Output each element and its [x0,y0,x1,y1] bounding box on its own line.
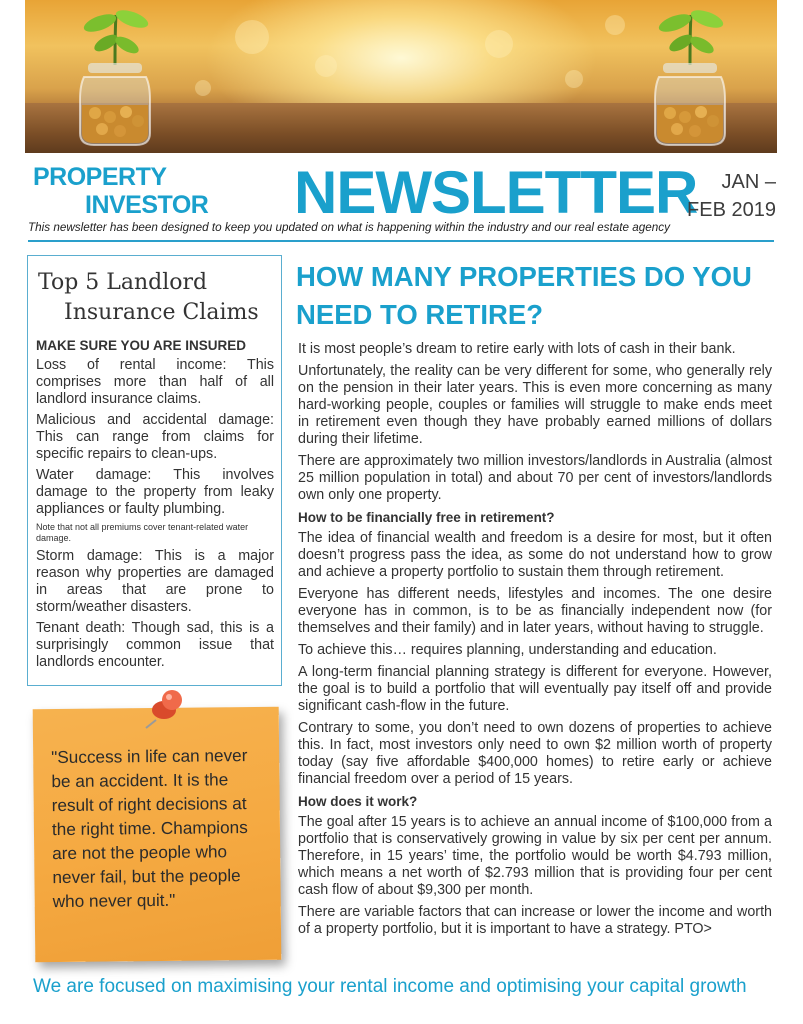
article-paragraph: To achieve this… requires planning, understanding and education. [298,642,717,658]
article-paragraph: There are variable factors that can increase or lower the income and worth of a property portfolio, but it is important to have a strategy. PTO> [298,904,772,937]
claim-item: Loss of rental income: This comprises more than half of all landlord insurance claims. [36,357,274,407]
push-pin-icon [142,688,186,735]
header-banner-image [25,0,777,153]
coin-jar-plant-icon [645,5,735,150]
headline-line-1: HOW MANY PROPERTIES DO YOU [296,261,752,292]
quote-line: are not the people who [52,841,228,864]
sidebar-title-line-1: Top 5 Landlord [38,270,208,295]
sidebar-title [38,268,274,328]
headline-line-2: NEED TO RETIRE? [296,299,544,330]
tagline: This newsletter has been designed to keep you updated on what is happening within the industry and our real estate agency [28,221,670,234]
article-paragraph: The goal after 15 years is to achieve an annual income of $100,000 from a portfolio that is conservatively growing in value by six per cent per annum. Therefore, in 15 years’ time, the portfolio would be worth $4.793 million, which means a net worth of $2.793 million that is providing four per cent cash flow of about $9,300 per month. [298,814,772,898]
article-subheading: How does it work? [298,794,418,809]
brand-line-1: PROPERTY [33,163,167,191]
article-paragraph: There are approximately two million investors/landlords in Australia (almost 25 million population in total) and about 70 per cent of investors/landlords own only one property. [298,453,772,503]
article-paragraph: Everyone has different needs, lifestyles and incomes. The one desire everyone has in common, is to be as financially independent now (for themselves and their family) and in later years, without having to struggle. [298,586,772,636]
quote-sticky-note [33,707,282,963]
article-paragraph: Contrary to some, you don’t need to own dozens of properties to achieve this. In fact, most investors only need to own $2 million worth of property today (say five affordable $400,000 homes) to retire early or achieve financial freedom over a period of 15 years. [298,720,772,787]
footer-slogan: We are focused on maximising your rental income and optimising your capital growth [33,976,747,997]
quote-line: "Success in life can never [51,745,248,768]
quote-line: result of right decisions at [51,793,247,816]
article-paragraph: The idea of financial wealth and freedom is a desire for most, but it often doesn’t progress pass the idea, as some do not understand how to grow and achieve a property portfolio to sustain them through retirement. [298,530,772,580]
claim-item: Storm damage: This is a major reason why properties are damaged in areas that are prone to storm/weather disasters. [36,548,274,615]
claim-item: Water damage: This involves damage to the property from leaky appliances or faulty plumbing. [36,467,274,517]
sidebar-insurance-box [27,255,282,686]
claim-note: Note that not all premiums cover tenant-related water damage. [36,522,249,543]
claim-item: Malicious and accidental damage: This can range from claims for specific repairs to clean-ups. [36,412,274,462]
sidebar-subtitle: MAKE SURE YOU ARE INSURED [36,338,247,353]
quote-line: who never quit." [52,889,176,912]
issue-date [676,168,776,224]
quote-line: never fail, but the people [52,865,241,888]
article-subheading: How to be financially free in retirement? [298,510,555,525]
quote-text [51,743,273,913]
brand-line-2: INVESTOR [85,191,209,219]
quote-line: the right time. Champions [51,817,248,840]
article-paragraph: It is most people’s dream to retire early with lots of cash in their bank. [298,341,736,357]
article-paragraph: A long-term financial planning strategy is different for everyone. However, the goal is to build a portfolio that will eventually pay itself off and provide significant cash-flow in the future. [298,664,772,714]
claim-item: Tenant death: Though sad, this is a surprisingly common issue that landlords encounter. [36,620,274,670]
brand-logo [33,163,208,219]
coin-jar-plant-icon [70,5,160,150]
article-headline [296,258,776,334]
issue-date-line-2: FEB 2019 [687,199,776,221]
header-divider [28,240,774,242]
newsletter-title: NEWSLETTER [294,159,698,226]
article-body [298,341,772,943]
issue-date-line-1: JAN – [721,171,776,193]
quote-line: be an accident. It is the [51,769,229,792]
sidebar-title-line-2: Insurance Claims [64,300,259,325]
article-paragraph: Unfortunately, the reality can be very different for some, who generally rely on the pension in their later years. This is even more concerning as many hard-working people, couples or families will struggle to make ends meet in retirement even though they have probably earned millions of dollars during their lifetime. [298,363,772,447]
